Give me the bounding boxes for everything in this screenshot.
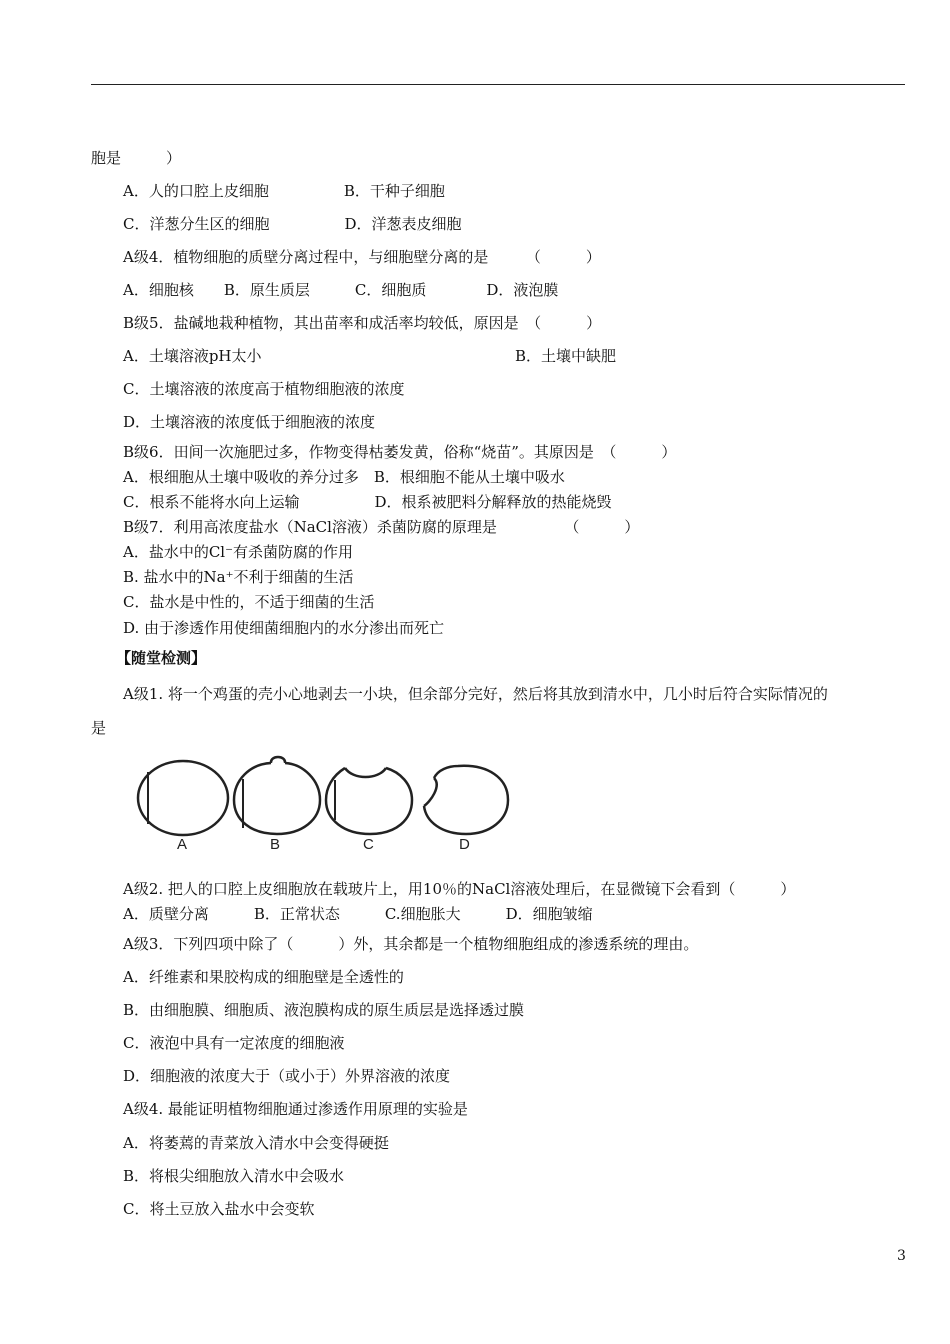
t1-stem: A级1. 将一个鸡蛋的壳小心地剥去一小块，但余部分完好，然后将其放到清水中，几小时后符合实际情况的 — [123, 685, 828, 703]
q5-option-a: A．土壤溶液pH太小 — [123, 347, 262, 365]
t3-option-d: D．细胞液的浓度大于（或小于）外界溶液的浓度 — [123, 1067, 451, 1085]
q7-option-d: D. 由于渗透作用使细菌细胞内的水分渗出而死亡 — [123, 619, 445, 637]
t3-stem: A级3．下列四项中除了（ ）外，其余都是一个植物细胞组成的渗透系统的理由。 — [123, 935, 699, 953]
q7-stem: B级7．利用高浓度盐水（NaCl溶液）杀菌防腐的原理是 （ ） — [123, 518, 640, 536]
q4-options: A．细胞核 B．原生质层 C．细胞质 D．液泡膜 — [123, 281, 559, 299]
egg-label-c: C — [363, 836, 374, 853]
header-rule — [91, 84, 905, 85]
q7-option-b: B. 盐水中的Na⁺不利于细菌的生活 — [123, 568, 354, 586]
t3-option-b: B．由细胞膜、细胞质、液泡膜构成的原生质层是选择透过膜 — [123, 1001, 525, 1019]
q5-option-b: B．土壤中缺肥 — [515, 347, 617, 365]
t4-option-b: B．将根尖细胞放入清水中会吸水 — [123, 1167, 345, 1185]
egg-label-d: D — [459, 836, 470, 853]
q4-stem: A级4．植物细胞的质壁分离过程中，与细胞壁分离的是 （ ） — [123, 248, 601, 266]
egg-label-a: A — [177, 836, 188, 853]
t2-stem: A级2. 把人的口腔上皮细胞放在载玻片上，用10％的NaCl溶液处理后，在显微镜下会看到（ ） — [123, 880, 796, 898]
q5-option-d: D．土壤溶液的浓度低于细胞液的浓度 — [123, 413, 376, 431]
t4-option-c: C．将土豆放入盐水中会变软 — [123, 1200, 315, 1218]
t3-option-a: A．纤维素和果胶构成的细胞壁是全透性的 — [123, 968, 404, 986]
egg-d — [424, 766, 508, 834]
q7-option-c: C．盐水是中性的，不适于细菌的生活 — [123, 593, 375, 611]
q3-option-ab: A．人的口腔上皮细胞 B．干种子细胞 — [123, 182, 445, 200]
t2-options: A．质壁分离 B．正常状态 C.细胞胀大 D．细胞皱缩 — [123, 905, 593, 923]
egg-a — [138, 761, 228, 835]
q5-stem: B级5．盐碱地栽种植物，其出苗率和成活率均较低，原因是 （ ） — [123, 314, 602, 332]
t3-option-c: C．液泡中具有一定浓度的细胞液 — [123, 1034, 345, 1052]
q5-option-c: C．土壤溶液的浓度高于植物细胞液的浓度 — [123, 380, 405, 398]
t1-stem-end: 是 — [91, 719, 107, 737]
q6-stem: B级6．田间一次施肥过多，作物变得枯萎发黄，俗称“烧苗”。其原因是 （ ） — [123, 443, 677, 461]
egg-b — [234, 763, 320, 834]
q3-continuation: 胞是 ） — [91, 149, 182, 167]
egg-label-b: B — [270, 836, 281, 853]
page-number: 3 — [897, 1248, 906, 1264]
section-heading: 【随堂检测】 — [116, 649, 207, 667]
q6-option-ab: A．根细胞从土壤中吸收的养分过多 B．根细胞不能从土壤中吸水 — [123, 468, 565, 486]
q3-option-cd: C．洋葱分生区的细胞 D．洋葱表皮细胞 — [123, 215, 462, 233]
egg-figure — [130, 752, 520, 862]
q7-option-a: A．盐水中的Cl⁻有杀菌防腐的作用 — [123, 543, 354, 561]
q6-option-cd: C．根系不能将水向上运输 D．根系被肥料分解释放的热能烧毁 — [123, 493, 612, 511]
t4-option-a: A．将萎蔫的青菜放入清水中会变得硬挺 — [123, 1134, 389, 1152]
t4-stem: A级4. 最能证明植物细胞通过渗透作用原理的实验是 — [123, 1100, 468, 1118]
